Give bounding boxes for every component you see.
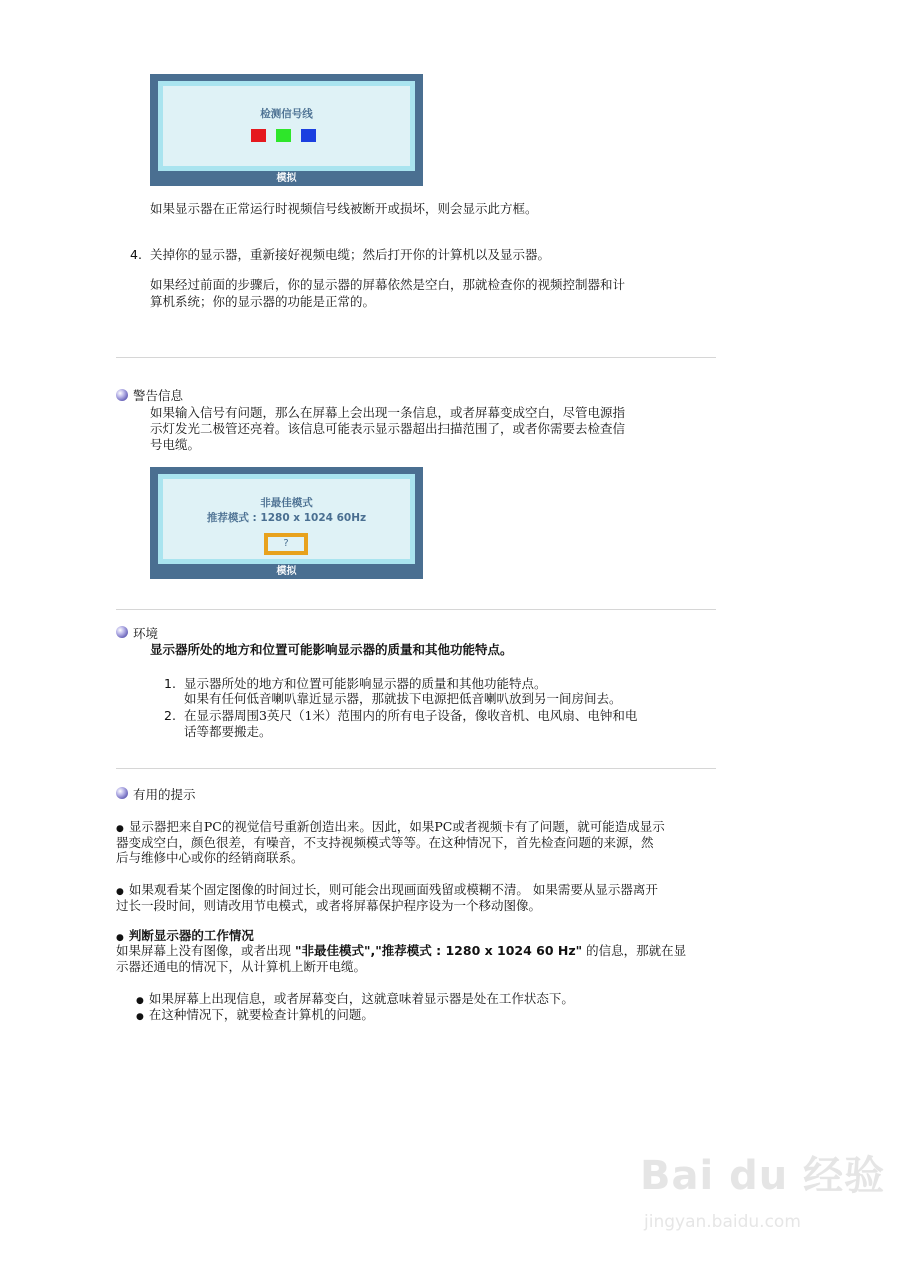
screen-subtitle: 推荐模式 : 1280 x 1024 60Hz (206, 512, 367, 524)
green-square (276, 129, 291, 142)
screen-title: 检测信号线 (260, 108, 313, 120)
baidu-jingyan-watermark: Bai du 经验 (640, 1153, 886, 1199)
step4-text: 关掉你的显示器，重新接好视频电缆；然后打开你的计算机以及显示器。 (150, 247, 551, 262)
judge-line1-c: 的信息，那就在显 (582, 943, 687, 958)
watermark-url: jingyan.baidu.com (644, 1212, 801, 1232)
environment-summary: 显示器所处的地方和位置可能影响显示器的质量和其他功能特点。 (150, 642, 513, 657)
env-item2-line1: 在显示器周围3英尺（1米）范围内的所有电子设备，像收音机、电风扇、电钟和电 (184, 708, 638, 723)
env-item2-line2: 话等都要搬走。 (184, 724, 272, 739)
bullet-dot-icon: ● (116, 824, 124, 834)
screen1-caption: 如果显示器在正常运行时视频信号线被断开或损坏，则会显示此方框。 (150, 201, 538, 216)
tips-p1-line1-text: 显示器把来自PC的视觉信号重新创造出来。因此，如果PC或者视频卡有了问题，就可能造成显示 (128, 819, 665, 834)
tips-p2-line1-text: 如果观看某个固定图像的时间过长，则可能会出现画面残留或模糊不清。 如果需要从显示器离开 (128, 882, 658, 897)
judge-bullet2 (136, 1006, 374, 1026)
screen-footer: 模拟 (276, 173, 297, 184)
screen-title: 非最佳模式 (260, 497, 313, 509)
tips-p1-line2: 器变成空白，颜色很差，有噪音，不支持视频模式等等。在这种情况下，首先检查问题的来源，然 (116, 835, 654, 850)
not-optimum-mode-screen-image (150, 467, 423, 579)
step4-number: 4. (130, 247, 142, 262)
section-divider (116, 609, 716, 610)
signal-check-screen-image (150, 74, 423, 186)
env-item1-line1: 显示器所处的地方和位置可能影响显示器的质量和其他功能特点。 (184, 676, 547, 691)
question-box: ? (264, 533, 308, 555)
environment-heading: 环境 (133, 626, 159, 641)
warning-line1: 如果输入信号有问题，那么在屏幕上会出现一条信息，或者屏幕变成空白，尽管电源指 (150, 405, 626, 420)
judge-line1-a: 如果屏幕上没有图像，或者出现 (116, 943, 295, 958)
warning-line3: 号电缆。 (150, 437, 201, 452)
bullet-dot-icon: ● (116, 887, 124, 897)
section-divider (116, 357, 716, 358)
tips-p1-line3: 后与维修中心或你的经销商联系。 (116, 850, 304, 865)
judge-heading: 判断显示器的工作情况 (128, 928, 254, 943)
tips-heading: 有用的提示 (133, 787, 196, 802)
warning-line2: 示灯发光二极管还亮着。该信息可能表示显示器超出扫描范围了，或者你需要去检查信 (150, 421, 626, 436)
env-item1-number: 1. (164, 676, 176, 691)
screen-inner (158, 474, 415, 564)
judge-bullet1-text: 如果屏幕上出现信息，或者屏幕变白，这就意味着显示器是处在工作状态下。 (148, 991, 574, 1006)
bullet-sphere-icon (116, 787, 128, 799)
warning-heading: 警告信息 (133, 388, 184, 403)
step4-note-line1: 如果经过前面的步骤后，你的显示器的屏幕依然是空白，那就检查你的视频控制器和计 (150, 277, 626, 292)
bullet-dot-icon: ● (116, 933, 124, 943)
blue-square (301, 129, 316, 142)
bullet-sphere-icon (116, 626, 128, 638)
screen-inner (158, 81, 415, 171)
judge-bullet2-text: 在这种情况下，就要检查计算机的问题。 (148, 1007, 374, 1022)
bullet-dot-icon: ● (136, 996, 144, 1006)
bullet-dot-icon: ● (136, 1012, 144, 1022)
tips-p2-line2: 过长一段时间，则请改用节电模式，或者将屏幕保护程序设为一个移动图像。 (116, 898, 542, 913)
env-item2-number: 2. (164, 708, 176, 723)
judge-line2: 示器还通电的情况下，从计算机上断开电缆。 (116, 959, 367, 974)
env-item1-line2: 如果有任何低音喇叭靠近显示器，那就拔下电源把低音喇叭放到另一间房间去。 (184, 691, 622, 706)
judge-line1-b: "非最佳模式","推荐模式 : 1280 x 1024 60 Hz" (294, 943, 583, 958)
judge-line1 (116, 942, 686, 959)
red-square (251, 129, 266, 142)
section-divider (116, 768, 716, 769)
step4-note-line2: 算机系统；你的显示器的功能是正常的。 (150, 294, 376, 309)
screen-footer: 模拟 (276, 566, 297, 577)
bullet-sphere-icon (116, 389, 128, 401)
